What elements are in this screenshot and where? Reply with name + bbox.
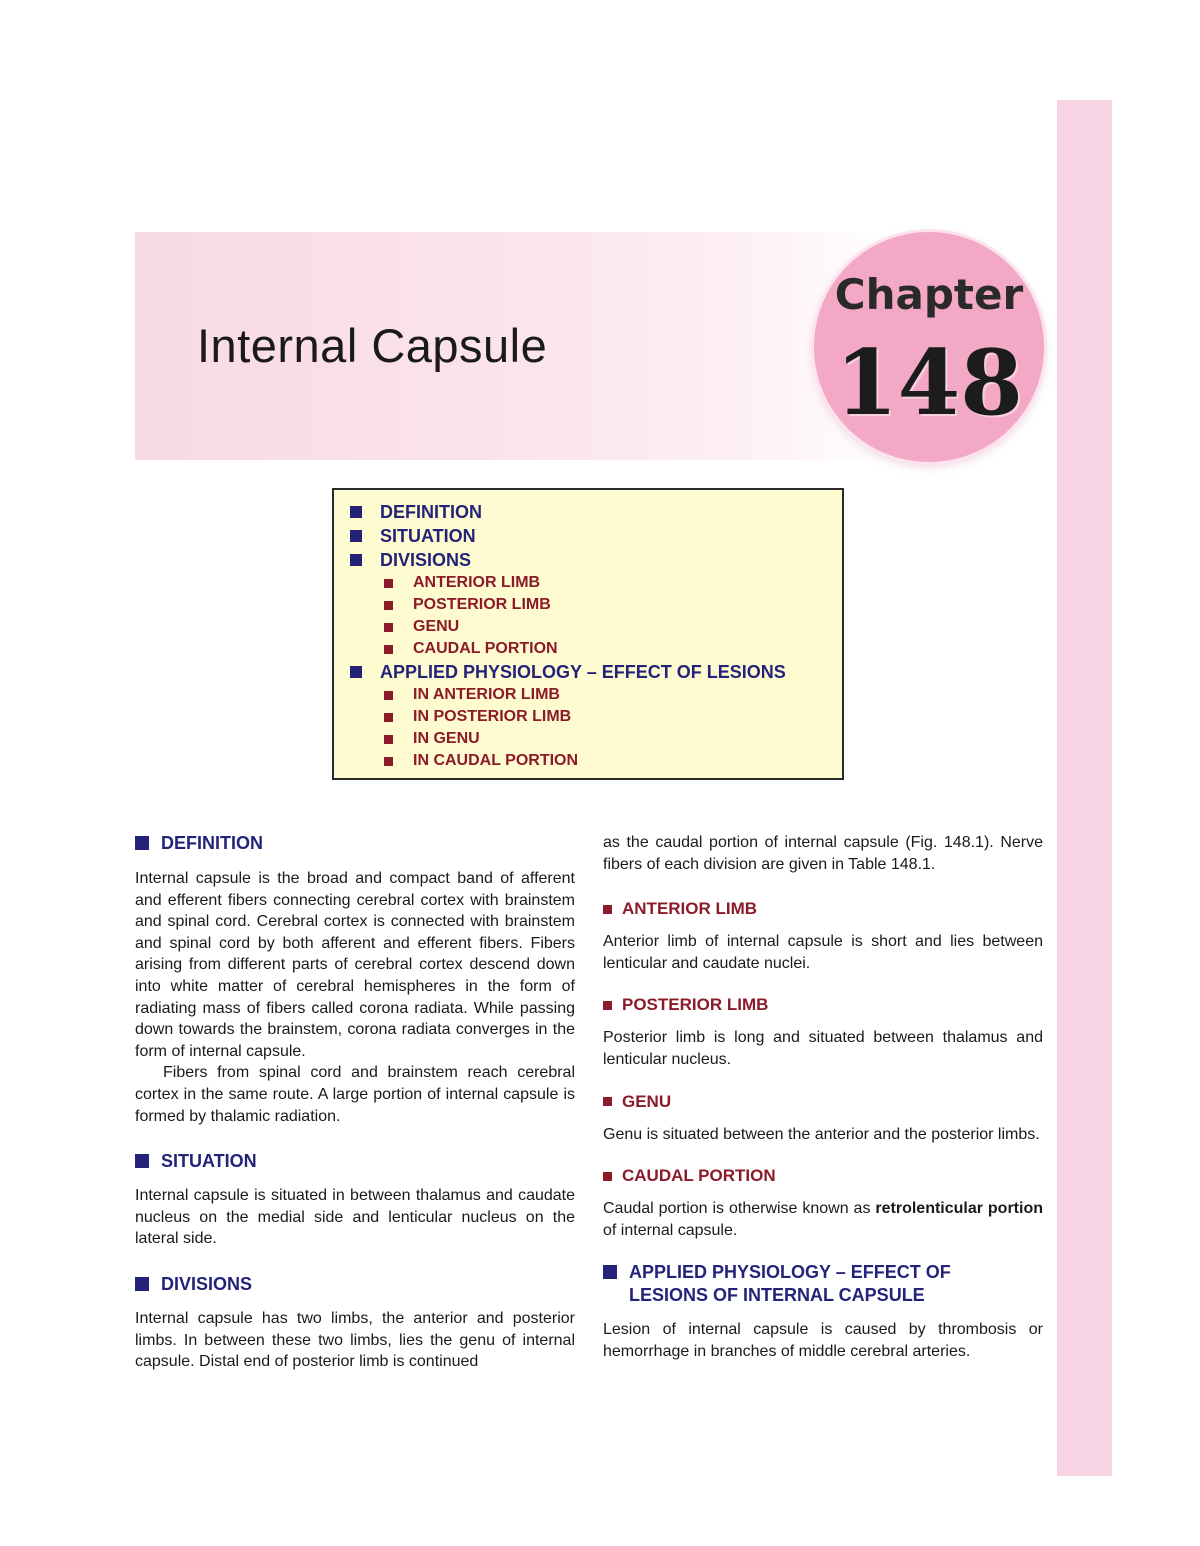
square-bullet-icon bbox=[603, 1001, 612, 1010]
genu-paragraph: Genu is situated between the anterior and the posterior limbs. bbox=[603, 1125, 1040, 1143]
chapter-contents-box bbox=[332, 488, 844, 780]
toc-subitem[interactable]: POSTERIOR LIMB bbox=[350, 594, 842, 616]
square-bullet-icon bbox=[384, 713, 393, 722]
toc-subitem[interactable]: GENU bbox=[350, 616, 842, 638]
anterior-limb-paragraph: Anterior limb of internal capsule is short and lies between lenticular and caudate nuclei. bbox=[603, 933, 1043, 972]
chapter-number: 148 bbox=[835, 330, 1023, 436]
square-bullet-icon bbox=[384, 579, 393, 588]
caudal-portion-paragraph: Caudal portion is otherwise known as retrolenticular portion of internal capsule. bbox=[603, 1200, 1043, 1239]
section-heading-divisions: DIVISIONS bbox=[135, 1273, 575, 1296]
square-bullet-icon bbox=[603, 1265, 617, 1279]
divisions-paragraph: Internal capsule has two limbs, the anterior and posterior limbs. In between these two limbs, lies the genu of internal capsule. Distal end of posterior limb is continued bbox=[135, 1309, 575, 1371]
square-bullet-icon bbox=[384, 645, 393, 654]
toc-item[interactable]: DEFINITION bbox=[350, 500, 842, 524]
toc-subitem[interactable]: ANTERIOR LIMB bbox=[350, 572, 842, 594]
section-heading-applied-physiology: APPLIED PHYSIOLOGY – EFFECT OF LESIONS OF INTERNAL CAPSULE bbox=[603, 1261, 1043, 1307]
toc-subitem[interactable]: IN CAUDAL PORTION bbox=[350, 750, 842, 772]
chapter-badge bbox=[814, 232, 1044, 462]
square-bullet-icon bbox=[135, 836, 149, 850]
toc-item[interactable]: APPLIED PHYSIOLOGY – EFFECT OF LESIONS bbox=[350, 660, 842, 684]
subheading-anterior-limb: ANTERIOR LIMB bbox=[603, 898, 1043, 920]
toc-subitem[interactable]: CAUDAL PORTION bbox=[350, 638, 842, 660]
square-bullet-icon bbox=[350, 506, 362, 518]
applied-physiology-paragraph: Lesion of internal capsule is caused by thrombosis or hemorrhage in branches of middle cerebral arteries. bbox=[603, 1321, 1043, 1360]
square-bullet-icon bbox=[384, 601, 393, 610]
side-margin-strip bbox=[1057, 100, 1112, 1476]
square-bullet-icon bbox=[350, 530, 362, 542]
square-bullet-icon bbox=[350, 666, 362, 678]
square-bullet-icon bbox=[603, 1097, 612, 1106]
divisions-continued-paragraph: as the caudal portion of internal capsule (Fig. 148.1). Nerve fibers of each division are given in Table 148.1. bbox=[603, 834, 1043, 873]
toc-item[interactable]: DIVISIONS bbox=[350, 548, 842, 572]
right-column bbox=[603, 832, 1043, 1363]
chapter-label: Chapter bbox=[834, 270, 1024, 319]
square-bullet-icon bbox=[135, 1154, 149, 1168]
section-heading-definition: DEFINITION bbox=[135, 832, 575, 855]
subheading-caudal-portion: CAUDAL PORTION bbox=[603, 1165, 1043, 1187]
square-bullet-icon bbox=[384, 735, 393, 744]
chapter-title: Internal Capsule bbox=[197, 319, 548, 372]
situation-paragraph: Internal capsule is situated in between thalamus and caudate nucleus on the medial side and lenticular nucleus on the lateral side. bbox=[135, 1187, 575, 1248]
subheading-genu: GENU bbox=[603, 1091, 1043, 1113]
definition-paragraph-2: Fibers from spinal cord and brainstem reach cerebral cortex in the same route. A large portion of internal capsule is formed by thalamic radiation. bbox=[135, 1064, 575, 1125]
toc-subitem[interactable]: IN GENU bbox=[350, 728, 842, 750]
square-bullet-icon bbox=[603, 1172, 612, 1181]
posterior-limb-paragraph: Posterior limb is long and situated between thalamus and lenticular nucleus. bbox=[603, 1029, 1043, 1068]
toc-subitem[interactable]: IN ANTERIOR LIMB bbox=[350, 684, 842, 706]
left-column bbox=[135, 832, 575, 1373]
square-bullet-icon bbox=[384, 691, 393, 700]
toc-item[interactable]: SITUATION bbox=[350, 524, 842, 548]
section-heading-situation: SITUATION bbox=[135, 1150, 575, 1173]
square-bullet-icon bbox=[135, 1277, 149, 1291]
square-bullet-icon bbox=[384, 757, 393, 766]
square-bullet-icon bbox=[603, 905, 612, 914]
subheading-posterior-limb: POSTERIOR LIMB bbox=[603, 994, 1043, 1016]
toc-subitem[interactable]: IN POSTERIOR LIMB bbox=[350, 706, 842, 728]
square-bullet-icon bbox=[350, 554, 362, 566]
definition-paragraph: Internal capsule is the broad and compact band of afferent and efferent fibers connecting cerebral cortex with brainstem and spinal cord. Cerebral cortex is connected with brainstem and spinal cord by both afferent and efferent fibers. Fibers arising from different parts of cerebral cortex descend down into white matter of cerebral hemispheres in the form of radiating mass of fibers called corona radiata. While passing down towards the brainstem, corona radiata converges in the form of internal capsule. bbox=[135, 870, 575, 1060]
square-bullet-icon bbox=[384, 623, 393, 632]
